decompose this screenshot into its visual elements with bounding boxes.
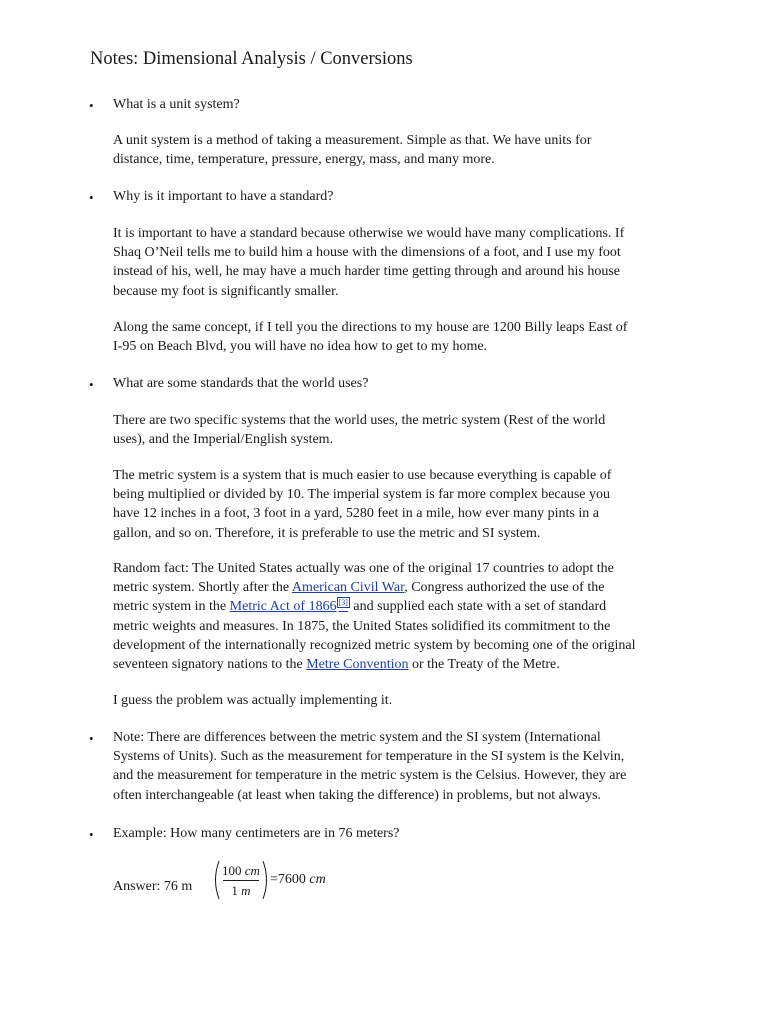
- question-standard: Why is it important to have a standard?: [113, 189, 334, 204]
- text-line: [113, 597, 683, 616]
- result-unit: cm: [309, 872, 326, 887]
- text-line: instead of his, well, he may have a much harder time getting through and around his house: [113, 264, 620, 280]
- text-line: metric weights and measures. In 1875, the United States solidified its commitment to the: [113, 618, 611, 634]
- text-line: distance, time, temperature, pressure, energy, mass, and many more.: [113, 152, 495, 168]
- text-run: seventeen signatory nations to the: [113, 657, 307, 673]
- text-line: A unit system is a method of taking a measurement. Simple as that. We have units for: [113, 133, 592, 148]
- page-title: Notes: Dimensional Analysis / Conversions: [90, 49, 413, 69]
- text-line: I guess the problem was actually implementing it.: [113, 693, 393, 708]
- text-run: and supplied each state with a set of standard: [349, 599, 607, 615]
- question-world-standards: What are some standards that the world uses?: [113, 376, 369, 391]
- metric-act-link[interactable]: Metric Act of 1866: [229, 599, 337, 615]
- text-run: metric system in the: [113, 599, 230, 615]
- fraction-numerator: [221, 863, 261, 878]
- denominator-value: 1: [231, 883, 238, 898]
- answer-result: [270, 872, 326, 888]
- text-line: because my foot is significantly smaller.: [113, 283, 339, 299]
- bullet-icon: •: [89, 731, 94, 746]
- bullet-icon: •: [89, 827, 94, 842]
- text-line: have 12 inches in a foot, 3 foot in a yard, 5280 feet in a mile, how ever many pints in a: [113, 506, 599, 522]
- numerator-value: 100: [222, 863, 242, 878]
- answer-label: Answer: 76 m: [113, 879, 193, 894]
- text-line: Systems of Units). Such as the measurement for temperature in the SI system is the Kelvin,: [113, 749, 625, 765]
- text-line: Shaq O’Neil tells me to build him a house with the dimensions of a foot, and I use my foot: [113, 245, 621, 261]
- text-line: [113, 655, 683, 674]
- numerator-unit: cm: [244, 863, 260, 878]
- text-line: development of the internationally recognized metric system by becoming one of the original: [113, 637, 636, 653]
- text-line: Random fact: The United States actually was one of the original 17 countries to adopt the: [113, 561, 614, 576]
- paragraph-directions: [113, 318, 683, 356]
- fraction-bar: [223, 880, 259, 881]
- bullet-icon: •: [89, 98, 94, 113]
- bullet-icon: •: [89, 190, 94, 205]
- text-line: uses), and the Imperial/English system.: [113, 432, 334, 448]
- text-line: being multiplied or divided by 10. The imperial system is far more complex because you: [113, 487, 611, 503]
- example-question: Example: How many centimeters are in 76 meters?: [113, 826, 400, 841]
- paragraph-random-fact: [113, 559, 683, 674]
- text-line: gallon, and so on. Therefore, it is preferable to use the metric and SI system.: [113, 525, 541, 541]
- citation-ref-link[interactable]: [337, 599, 350, 614]
- paragraph-two-systems: [113, 411, 683, 449]
- text-run: metric system. Shortly after the: [113, 580, 292, 596]
- text-line: There are two specific systems that the world uses, the metric system (Rest of the world: [113, 413, 606, 428]
- paragraph-standard: [113, 224, 683, 301]
- bullet-icon: •: [89, 377, 94, 392]
- paragraph-unit-system: [113, 131, 683, 169]
- text-run: , Congress authorized the use of the: [404, 580, 605, 596]
- text-run: or the Treaty of the Metre.: [408, 657, 560, 673]
- text-line: [113, 578, 683, 597]
- question-unit-system: What is a unit system?: [113, 97, 240, 112]
- denominator-unit: m: [241, 883, 251, 898]
- paragraph-metric-easier: [113, 466, 683, 543]
- text-line: Note: There are differences between the metric system and the SI system (International: [113, 730, 601, 745]
- left-paren-icon: [211, 860, 221, 900]
- american-civil-war-link[interactable]: American Civil War: [291, 580, 405, 596]
- citation-ref: [3]: [338, 597, 348, 607]
- result-value: =7600: [270, 872, 306, 887]
- note-si-vs-metric: [113, 728, 683, 805]
- paragraph-implementing: [113, 691, 683, 710]
- text-line: often interchangeable (at least when taking the difference) in problems, but not always.: [113, 787, 602, 803]
- text-line: It is important to have a standard because otherwise we would have many complications. If: [113, 226, 625, 241]
- metre-convention-link[interactable]: Metre Convention: [306, 657, 409, 673]
- conversion-fraction: [211, 860, 271, 900]
- text-line: Along the same concept, if I tell you the directions to my house are 1200 Billy leaps East of: [113, 320, 628, 335]
- text-line: and the measurement for temperature in the metric system is the Celsius. However, they are: [113, 768, 627, 784]
- text-line: The metric system is a system that is much easier to use because everything is capable of: [113, 468, 612, 483]
- text-line: I-95 on Beach Blvd, you will have no idea how to get to my home.: [113, 339, 488, 355]
- fraction-denominator: [221, 883, 261, 898]
